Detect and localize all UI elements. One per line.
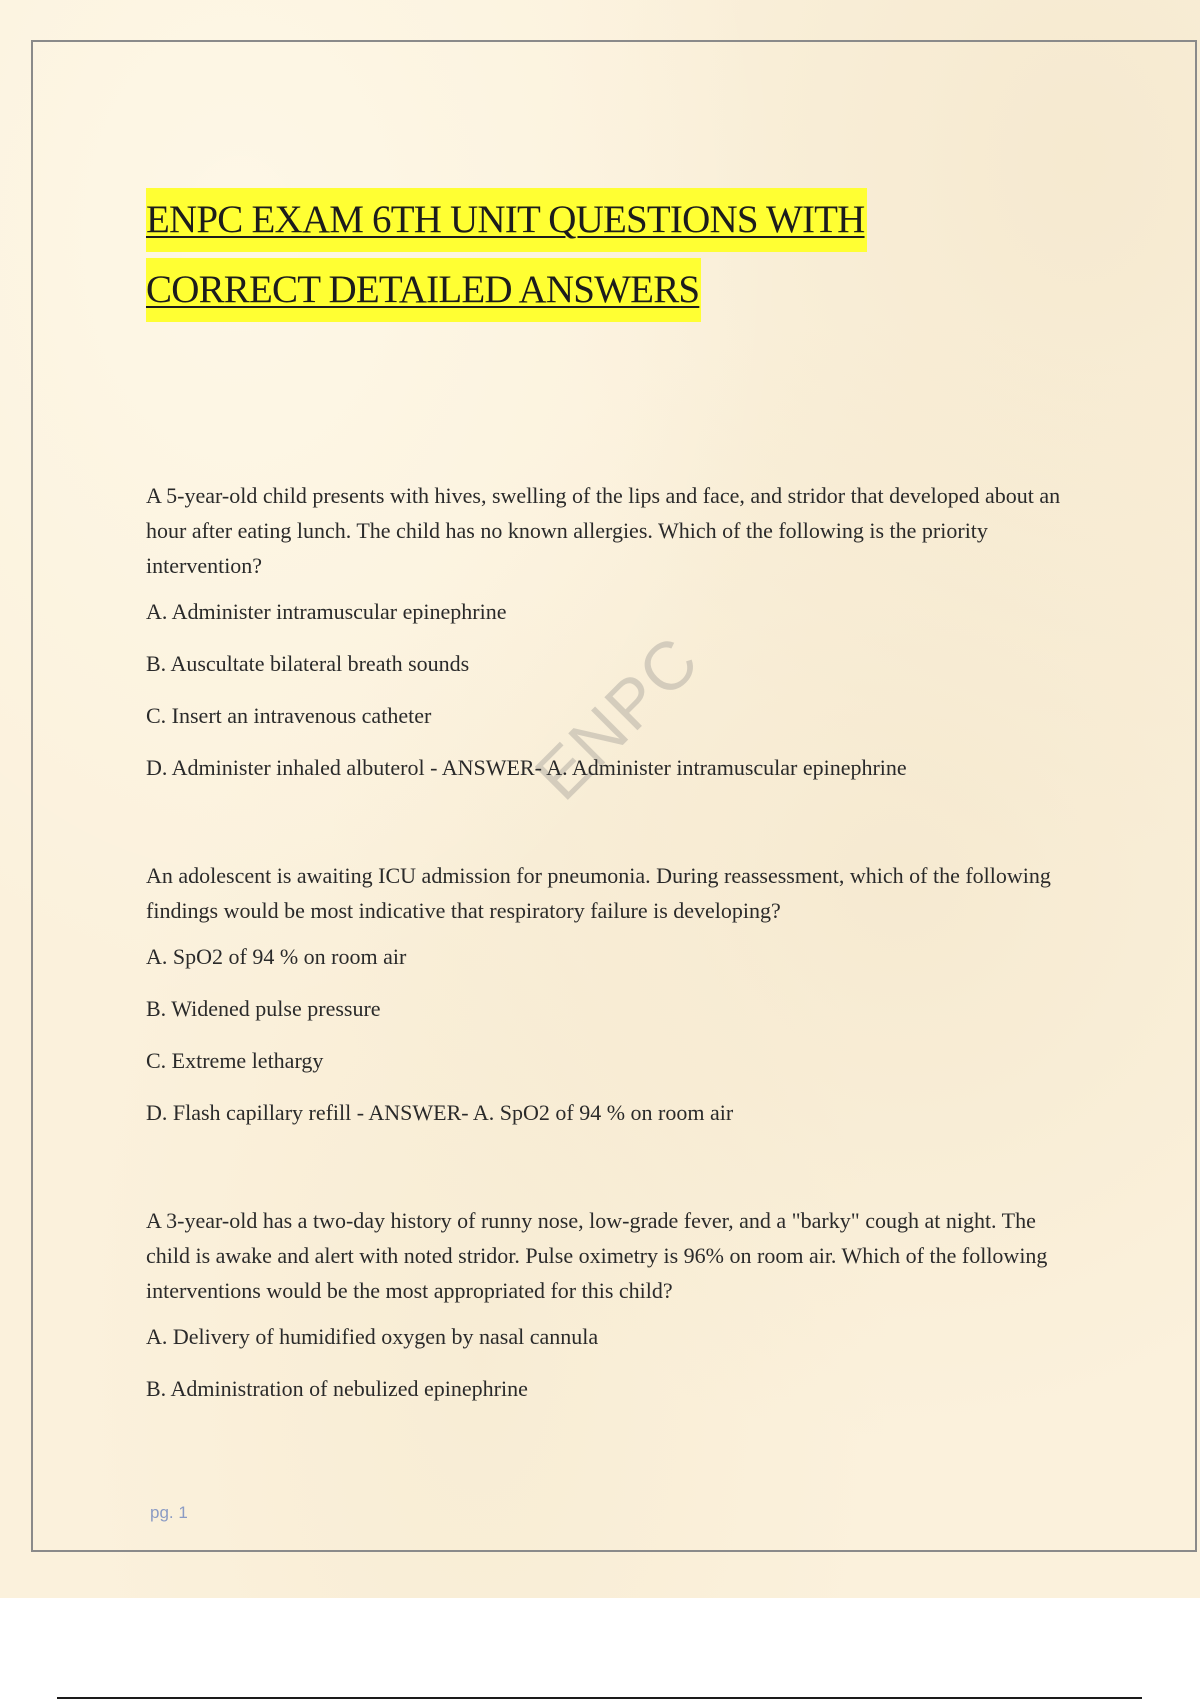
option-b: B. Auscultate bilateral breath sounds <box>146 651 470 676</box>
question-stem <box>146 478 1076 583</box>
option-a: A. Administer intramuscular epinephrine <box>146 599 507 624</box>
option-d-with-answer: D. Flash capillary refill - ANSWER- A. SpO2 of 94 % on room air <box>146 1100 734 1125</box>
option-b: B. Administration of nebulized epinephrine <box>146 1376 528 1401</box>
question-stem <box>146 858 1076 928</box>
stem-line: An adolescent is awaiting ICU admission for pneumonia. During reassessment, which of the following <box>146 863 1051 888</box>
stem-line: hour after eating lunch. The child has no known allergies. Which of the following is the priority <box>146 518 988 543</box>
option-c: C. Insert an intravenous catheter <box>146 703 432 728</box>
document-title <box>146 188 1046 322</box>
option-c: C. Extreme lethargy <box>146 1048 324 1073</box>
option-d-with-answer: D. Administer inhaled albuterol - ANSWER- A. Administer intramuscular epinephrine <box>146 755 907 780</box>
title-line-1: ENPC EXAM 6TH UNIT QUESTIONS WITH <box>146 188 867 252</box>
question-3 <box>146 1203 1076 1426</box>
stem-line: findings would be most indicative that respiratory failure is developing? <box>146 898 781 923</box>
question-stem <box>146 1203 1076 1308</box>
stem-line: child is awake and alert with noted stridor. Pulse oximetry is 96% on room air. Which of the following <box>146 1243 1048 1268</box>
stem-line: A 3-year-old has a two-day history of runny nose, low-grade fever, and a "barky" cough at night. The <box>146 1208 1036 1233</box>
title-line-2: CORRECT DETAILED ANSWERS <box>146 258 701 322</box>
watermark: ENPC <box>520 621 714 815</box>
question-1 <box>146 478 1076 805</box>
stem-line: intervention? <box>146 553 263 578</box>
bottom-divider <box>57 1697 1142 1699</box>
stem-line: A 5-year-old child presents with hives, swelling of the lips and face, and stridor that developed about an <box>146 483 1061 508</box>
option-b: B. Widened pulse pressure <box>146 996 381 1021</box>
question-2 <box>146 858 1076 1150</box>
option-a: A. SpO2 of 94 % on room air <box>146 944 407 969</box>
option-a: A. Delivery of humidified oxygen by nasal cannula <box>146 1324 599 1349</box>
page-number: pg. 1 <box>150 1503 188 1522</box>
stem-line: interventions would be the most appropriated for this child? <box>146 1278 673 1303</box>
